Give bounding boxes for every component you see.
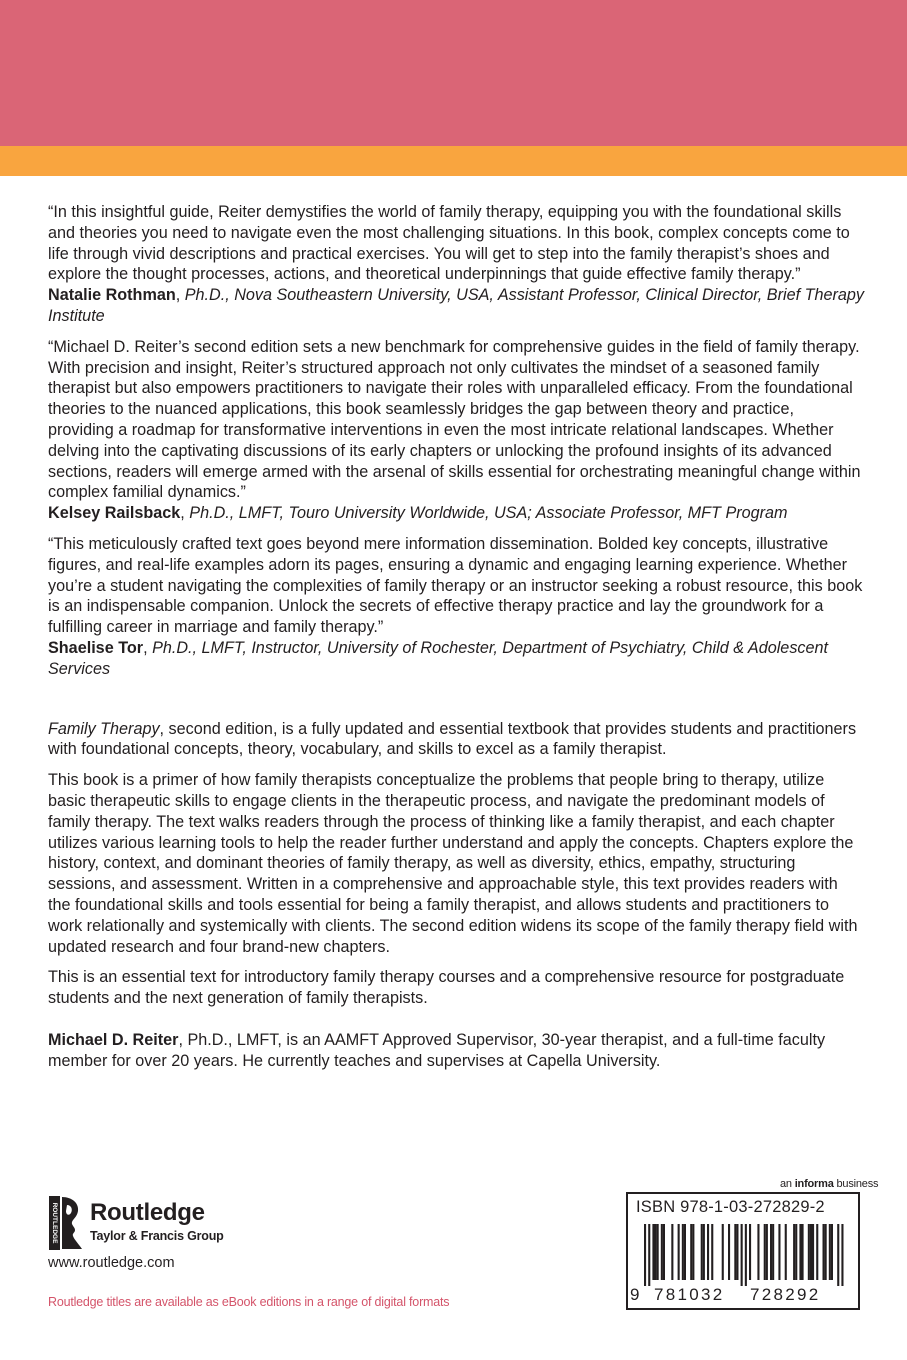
barcode-bar bbox=[745, 1224, 747, 1286]
barcode-bar bbox=[655, 1224, 657, 1280]
barcode-bar bbox=[657, 1224, 659, 1280]
author-name: Michael D. Reiter bbox=[48, 1030, 179, 1049]
barcode-bar bbox=[684, 1224, 686, 1280]
informa-brand: informa bbox=[794, 1178, 834, 1190]
barcode-bar bbox=[701, 1224, 703, 1280]
barcode-bars bbox=[644, 1224, 844, 1286]
barcode-bar bbox=[799, 1224, 801, 1280]
barcode-lead-digit: 9 bbox=[630, 1285, 640, 1304]
barcode-bar bbox=[690, 1224, 692, 1280]
routledge-logo-icon bbox=[48, 1195, 84, 1251]
barcode-bar bbox=[749, 1224, 751, 1280]
barcode-bar bbox=[812, 1224, 814, 1280]
endorsement-quote: “In this insightful guide, Reiter demystifies the world of family therapy, equipping you with the foundational skills and theories you need to navigate even the most challenging situations. In this book, complex concepts come to life through vivid descriptions and practical exercises. You will get to step into the family therapist’s shoes and explore the thought processes, actions, and theoretical underpinnings that guide effective family therapy.” bbox=[48, 203, 850, 284]
endorsement-3 bbox=[48, 534, 864, 680]
description-audience: This is an essential text for introductory family therapy courses and a comprehensive resource for postgraduate students and the next generation of family therapists. bbox=[48, 968, 845, 1008]
barcode-bar bbox=[766, 1224, 768, 1280]
barcode-right-digits: 728292 bbox=[750, 1285, 821, 1304]
endorsement-1 bbox=[48, 202, 864, 327]
barcode-bar bbox=[831, 1224, 833, 1280]
barcode-bar bbox=[682, 1224, 684, 1280]
barcode-bar bbox=[829, 1224, 831, 1280]
barcode-bar bbox=[648, 1224, 650, 1286]
barcode-bar bbox=[808, 1224, 810, 1280]
barcode-bar bbox=[778, 1224, 780, 1280]
top-pink-band bbox=[0, 0, 907, 146]
endorser-name: Natalie Rothman bbox=[48, 286, 176, 305]
endorser-role: Ph.D., LMFT, Instructor, University of Rochester, Department of Psychiatry, Child & Adolescent Services bbox=[48, 638, 829, 678]
publisher-website[interactable]: www.routledge.com bbox=[48, 1255, 175, 1271]
publisher-name: Routledge bbox=[90, 1199, 205, 1226]
author-bio bbox=[48, 1030, 864, 1072]
barcode-bar bbox=[793, 1224, 795, 1280]
barcode-bar bbox=[678, 1224, 680, 1280]
barcode-bar bbox=[703, 1224, 705, 1280]
barcode-bar bbox=[823, 1224, 825, 1280]
barcode-graphic bbox=[628, 1194, 858, 1308]
endorsement-quote: “This meticulously crafted text goes beyond mere information dissemination. Bolded key concepts, illustrative figures, and real-life examples adorn its pages, ensuring a dynamic and engaging learning experience. Whether you’re a student navigating the complexities of family therapy or an instructor seeking a robust resource, this book is an indispensable companion. Unlock the secrets of effective therapy practice and lay the groundwork for a fulfilling career in marriage and family therapy.” bbox=[48, 534, 863, 637]
informa-prefix: an bbox=[780, 1178, 795, 1190]
author-bio-text: , Ph.D., LMFT, is an AAMFT Approved Supervisor, 30-year therapist, and a full-time faculty member for over 20 years. He currently teaches and supervises at Capella University. bbox=[48, 1030, 826, 1070]
book-title: Family Therapy bbox=[48, 719, 160, 738]
informa-suffix: business bbox=[833, 1178, 879, 1190]
endorsement-quote: “Michael D. Reiter’s second edition sets a new benchmark for comprehensive guides in the field of family therapy. With precision and insight, Reiter’s structured approach not only cultivates the mindset of a seasoned family therapist but also empowers practitioners to navigate their roles with unparalleled efficacy. From the foundational theories to the nuanced applications, this book seamlessly bridges the gap between theory and practice, providing a roadmap for transformative interventions in even the most intricate relational landscapes. Whether delving into the captivating discussions of its early chapters or unlocking the profound insights of its advanced sections, readers will emerge armed with the arsenal of skills essential for orchestrating meaningful change within complex familial dynamics.” bbox=[48, 337, 861, 502]
barcode-bar bbox=[837, 1224, 839, 1286]
barcode-bar bbox=[711, 1224, 713, 1280]
endorser-name: Shaelise Tor bbox=[48, 638, 144, 657]
top-orange-band bbox=[0, 146, 907, 176]
barcode-bar bbox=[770, 1224, 772, 1280]
description-intro-text: , second edition, is a fully updated and essential textbook that provides students and practitioners with foundational concepts, theory, vocabulary, and skills to excel as a family therapist. bbox=[48, 719, 857, 759]
barcode-bar bbox=[810, 1224, 812, 1280]
ebook-availability-note: Routledge titles are available as eBook editions in a range of digital formats bbox=[48, 1295, 450, 1309]
barcode-bar bbox=[816, 1224, 818, 1280]
publisher-subtitle: Taylor & Francis Group bbox=[90, 1229, 224, 1243]
barcode-bar bbox=[671, 1224, 673, 1280]
barcode-bar bbox=[736, 1224, 738, 1280]
barcode-left-digits: 781032 bbox=[654, 1285, 725, 1304]
endorser: Kelsey Railsback, Ph.D., LMFT, Touro University Worldwide, USA; Associate Professor, MFT Program bbox=[48, 504, 788, 523]
barcode-bar bbox=[722, 1224, 724, 1280]
barcode-bar bbox=[692, 1224, 694, 1280]
barcode-bar bbox=[663, 1224, 665, 1280]
endorser-name: Kelsey Railsback bbox=[48, 504, 181, 523]
barcode-bar bbox=[785, 1224, 787, 1280]
endorser: Shaelise Tor, Ph.D., LMFT, Instructor, University of Rochester, Department of Psychiatry, Child & Adolescent Services bbox=[48, 638, 829, 678]
endorser-role: Ph.D., Nova Southeastern University, USA, Assistant Professor, Clinical Director, Brief Therapy Institute bbox=[48, 286, 864, 325]
barcode-bar bbox=[741, 1224, 743, 1286]
barcode-bar bbox=[652, 1224, 654, 1280]
barcode-bar bbox=[841, 1224, 843, 1286]
barcode-bar bbox=[707, 1224, 709, 1280]
back-cover-text bbox=[48, 202, 864, 1071]
endorsement-2 bbox=[48, 337, 864, 524]
endorser: Natalie Rothman, Ph.D., Nova Southeastern University, USA, Assistant Professor, Clinical Director, Brief Therapy Institute bbox=[48, 286, 864, 325]
barcode-bar bbox=[728, 1224, 730, 1280]
barcode-bar bbox=[644, 1224, 646, 1286]
isbn-label: ISBN 978-1-03-272829-2 bbox=[636, 1198, 825, 1216]
description-body: This book is a primer of how family therapists conceptualize the problems that people bring to therapy, utilize basic therapeutic skills to engage clients in the therapeutic process, and navigate the predominant models of family therapy. The text walks readers through the process of thinking like a family therapist, and each chapter utilizes various learning tools to help the reader further understand and apply the concepts. Chapters explore the history, context, and dominant theories of family therapy, as well as diversity, ethics, empathy, structuring sessions, and assessment. Written in a comprehensive and approachable style, this text provides readers with the foundational skills and tools essential for being a family therapist, and allows students and practitioners to work relationally and systemically with clients. The second edition widens its scope of the family therapy field with updated research and four brand-new chapters. bbox=[48, 771, 858, 956]
barcode-bar bbox=[825, 1224, 827, 1280]
barcode-bar bbox=[734, 1224, 736, 1280]
isbn-barcode bbox=[626, 1192, 860, 1310]
barcode-bar bbox=[764, 1224, 766, 1280]
endorser-role: Ph.D., LMFT, Touro University Worldwide, USA; Associate Professor, MFT Program bbox=[189, 504, 788, 523]
barcode-bar bbox=[757, 1224, 759, 1280]
informa-tagline bbox=[780, 1178, 878, 1190]
barcode-bar bbox=[802, 1224, 804, 1280]
barcode-bar bbox=[661, 1224, 663, 1280]
barcode-bar bbox=[772, 1224, 774, 1280]
description-intro bbox=[48, 719, 864, 761]
barcode-bar bbox=[795, 1224, 797, 1280]
logo-vertical-text: ROUTLEDGE bbox=[50, 1202, 58, 1244]
